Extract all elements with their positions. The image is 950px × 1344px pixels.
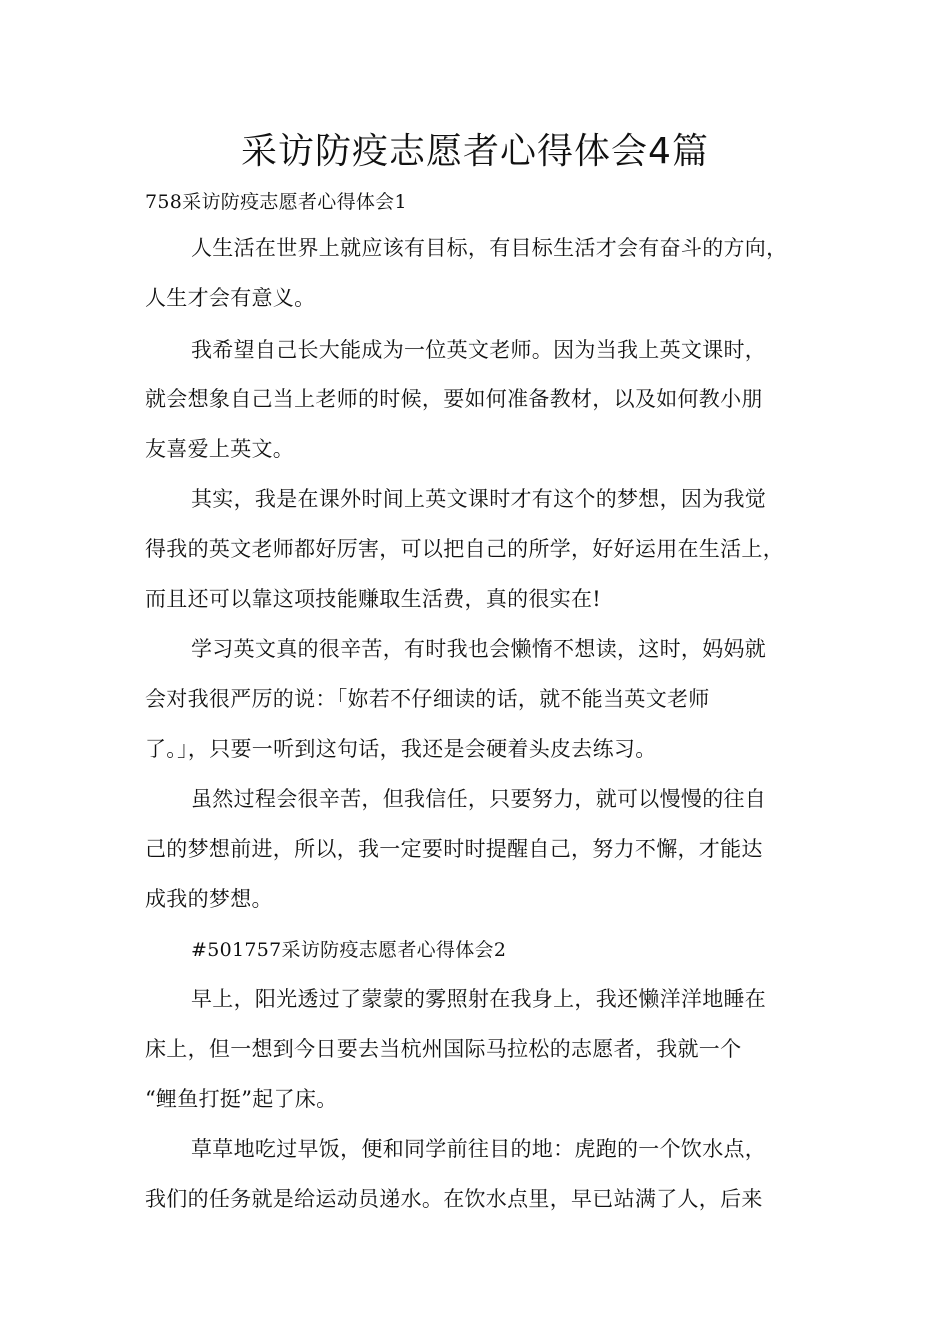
paragraph-line: “鲤鱼打挺”起了床。 — [145, 1087, 338, 1111]
section-heading-1: 758采访防疫志愿者心得体会1 — [145, 191, 407, 213]
paragraph-line: 就会想象自己当上老师的时候，要如何准备教材，以及如何教小朋 — [145, 387, 763, 411]
section-heading-2: #501757采访防疫志愿者心得体会2 — [191, 939, 507, 961]
paragraph-line: 人生活在世界上就应该有目标，有目标生活才会有奋斗的方向， — [191, 236, 788, 260]
paragraph-line: 早上，阳光透过了蒙蒙的雾照射在我身上，我还懒洋洋地睡在 — [191, 987, 767, 1011]
paragraph-line: 草草地吃过早饭，便和同学前往目的地：虎跑的一个饮水点， — [191, 1137, 767, 1161]
paragraph-line: 床上，但一想到今日要去当杭州国际马拉松的志愿者，我就一个 — [145, 1037, 742, 1061]
paragraph-line: 友喜爱上英文。 — [145, 437, 295, 461]
paragraph-line: 人生才会有意义。 — [145, 286, 316, 310]
paragraph-line: 我希望自己长大能成为一位英文老师。因为当我上英文课时， — [191, 338, 767, 362]
paragraph-line: 得我的英文老师都好厉害，可以把自己的所学，好好运用在生活上， — [145, 537, 784, 561]
paragraph-line: 虽然过程会很辛苦，但我信任，只要努力，就可以慢慢的往自 — [191, 787, 767, 811]
paragraph-line: 其实，我是在课外时间上英文课时才有这个的梦想，因为我觉 — [191, 487, 767, 511]
paragraph-line: 我们的任务就是给运动员递水。在饮水点里，早已站满了人，后来 — [145, 1187, 763, 1211]
paragraph-line: 而且还可以靠这项技能赚取生活费，真的很实在! — [145, 587, 602, 611]
document-title: 采访防疫志愿者心得体会4篇 — [241, 131, 709, 172]
paragraph-line: 了。」，只要一听到这句话，我还是会硬着头皮去练习。 — [145, 737, 657, 761]
paragraph-line: 成我的梦想。 — [145, 887, 273, 911]
paragraph-line: 己的梦想前进，所以，我一定要时时提醒自己，努力不懈，才能达 — [145, 837, 763, 861]
paragraph-line: 会对我很严厉的说：「妳若不仔细读的话，就不能当英文老师 — [145, 687, 710, 711]
paragraph-line: 学习英文真的很辛苦，有时我也会懒惰不想读，这时，妈妈就 — [191, 637, 767, 661]
